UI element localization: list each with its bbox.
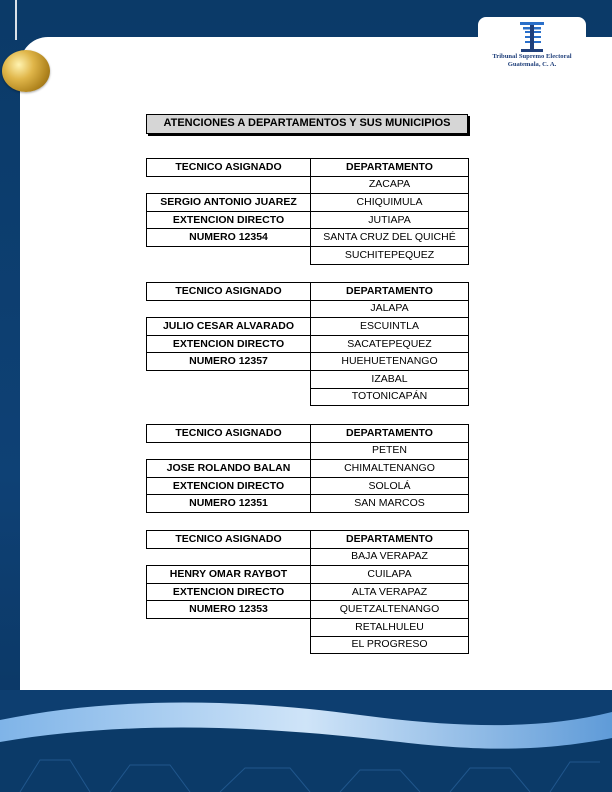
- table-row: [147, 495, 469, 513]
- technician-name: SERGIO ANTONIO JUAREZ: [147, 194, 311, 212]
- extension-label: EXTENCION DIRECTO: [147, 583, 311, 601]
- table-row: [147, 531, 469, 549]
- table-row: [147, 425, 469, 443]
- extension-label: EXTENCION DIRECTO: [147, 335, 311, 353]
- frame-line: [15, 0, 17, 40]
- department-cell: CHIQUIMULA: [311, 194, 469, 212]
- table-row: [147, 460, 469, 478]
- table-row: [147, 335, 469, 353]
- extension-number: NUMERO 12351: [147, 495, 311, 513]
- department-cell: RETALHULEU: [311, 618, 469, 636]
- department-cell: HUEHUETENANGO: [311, 353, 469, 371]
- extension-number: NUMERO 12357: [147, 353, 311, 371]
- department-cell: SOLOLÁ: [311, 477, 469, 495]
- table-row: [147, 159, 469, 177]
- department-cell: CHIMALTENANGO: [311, 460, 469, 478]
- table-row: [147, 566, 469, 584]
- assignment-table-1: [146, 158, 469, 265]
- table-row: [147, 194, 469, 212]
- extension-label: EXTENCION DIRECTO: [147, 477, 311, 495]
- logo-name-line2: Guatemala, C. A.: [507, 60, 557, 68]
- table-row: [147, 636, 469, 654]
- header-department: DEPARTAMENTO: [311, 283, 469, 301]
- gold-seal-decoration: [2, 50, 50, 92]
- department-cell: SACATEPEQUEZ: [311, 335, 469, 353]
- technician-name: HENRY OMAR RAYBOT: [147, 566, 311, 584]
- department-cell: TOTONICAPÁN: [311, 388, 469, 406]
- tse-logo-icon: [515, 21, 549, 53]
- table-row: [147, 353, 469, 371]
- department-cell: IZABAL: [311, 370, 469, 388]
- table-row: [147, 442, 469, 460]
- bottom-wave-decoration: [0, 690, 612, 792]
- table-row: [147, 477, 469, 495]
- table-row: [147, 211, 469, 229]
- table-row: [147, 283, 469, 301]
- assignment-table-4: [146, 530, 469, 654]
- technician-name: JULIO CESAR ALVARADO: [147, 318, 311, 336]
- table-row: [147, 601, 469, 619]
- department-cell: EL PROGRESO: [311, 636, 469, 654]
- department-cell: QUETZALTENANGO: [311, 601, 469, 619]
- department-cell: SAN MARCOS: [311, 495, 469, 513]
- table-row: [147, 388, 469, 406]
- department-cell: JALAPA: [311, 300, 469, 318]
- extension-number: NUMERO 12354: [147, 229, 311, 247]
- table-row: [147, 370, 469, 388]
- assignment-table-2: [146, 282, 469, 406]
- table-row: [147, 583, 469, 601]
- table-row: [147, 318, 469, 336]
- department-cell: ZACAPA: [311, 176, 469, 194]
- department-cell: SANTA CRUZ DEL QUICHÉ: [311, 229, 469, 247]
- department-cell: BAJA VERAPAZ: [311, 548, 469, 566]
- header-technician: TECNICO ASIGNADO: [147, 283, 311, 301]
- technician-name: JOSE ROLANDO BALAN: [147, 460, 311, 478]
- assignment-table-3: [146, 424, 469, 513]
- table-row: [147, 176, 469, 194]
- department-cell: ALTA VERAPAZ: [311, 583, 469, 601]
- extension-label: EXTENCION DIRECTO: [147, 211, 311, 229]
- department-cell: CUILAPA: [311, 566, 469, 584]
- department-cell: SUCHITEPEQUEZ: [311, 246, 469, 264]
- header-department: DEPARTAMENTO: [311, 531, 469, 549]
- table-row: [147, 548, 469, 566]
- logo-name-line1: Tribunal Supremo Electoral: [492, 53, 572, 60]
- header-technician: TECNICO ASIGNADO: [147, 425, 311, 443]
- header-technician: TECNICO ASIGNADO: [147, 531, 311, 549]
- header-technician: TECNICO ASIGNADO: [147, 159, 311, 177]
- department-cell: ESCUINTLA: [311, 318, 469, 336]
- tse-logo: [478, 17, 586, 77]
- table-row: [147, 618, 469, 636]
- table-row: [147, 300, 469, 318]
- header-department: DEPARTAMENTO: [311, 159, 469, 177]
- table-row: [147, 229, 469, 247]
- table-row: [147, 246, 469, 264]
- document-title: ATENCIONES A DEPARTAMENTOS Y SUS MUNICIPIOS: [146, 114, 468, 134]
- department-cell: PETEN: [311, 442, 469, 460]
- extension-number: NUMERO 12353: [147, 601, 311, 619]
- header-department: DEPARTAMENTO: [311, 425, 469, 443]
- department-cell: JUTIAPA: [311, 211, 469, 229]
